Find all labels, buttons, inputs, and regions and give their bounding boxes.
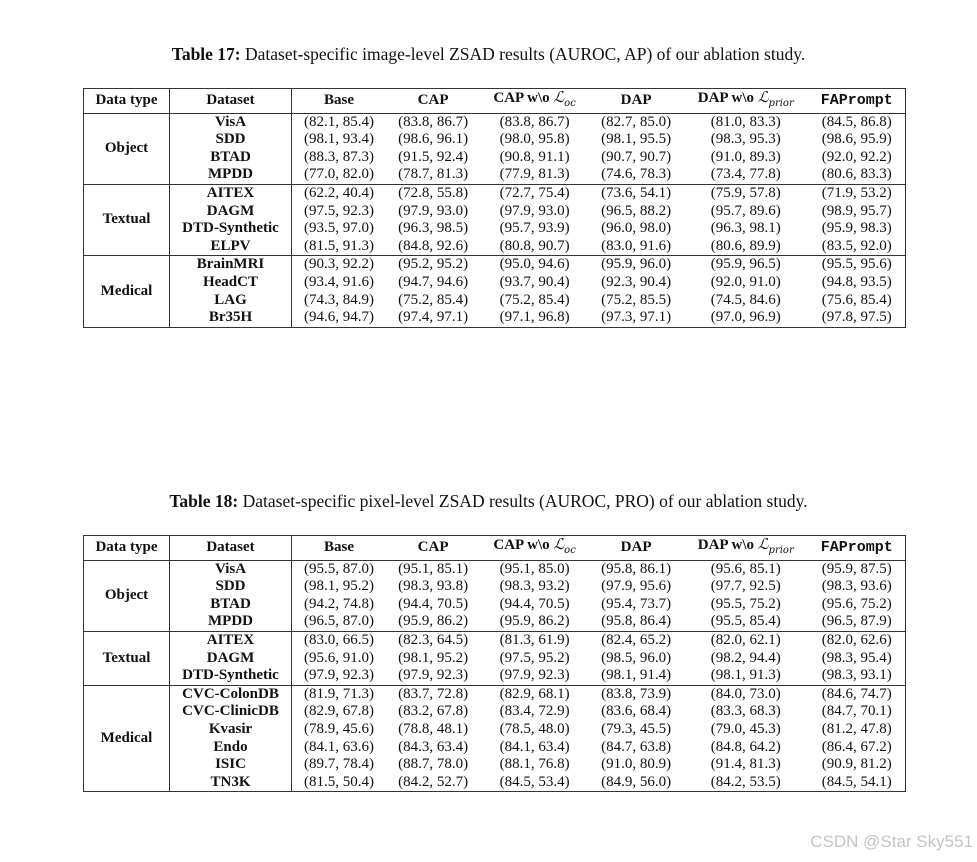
value-cell: (84.5, 53.4) — [499, 773, 570, 790]
table-row — [84, 631, 906, 649]
value-cell: (84.7, 63.8) — [601, 738, 672, 755]
value-cell: (88.7, 78.0) — [398, 756, 469, 773]
value-cell: (95.9, 98.3) — [821, 220, 892, 237]
header-faprompt: FAPrompt — [808, 89, 905, 114]
header-faprompt: FAPrompt — [808, 536, 905, 561]
dataset-cell: LAG — [170, 292, 292, 310]
value-cell: (84.0, 73.0) — [683, 685, 808, 703]
value-cell: (91.4, 81.3) — [710, 756, 781, 773]
data-type-cell: Object — [84, 560, 170, 631]
value-cell: (88.1, 76.8) — [499, 756, 570, 773]
math-l-symbol — [553, 88, 576, 109]
caption-text: Dataset-specific image-level ZSAD results (AUROC, AP) of our ablation study. — [245, 44, 806, 64]
value-cell: (96.5, 87.9) — [821, 613, 892, 630]
value-cell: (74.6, 78.3) — [601, 166, 672, 183]
math-l-symbol — [553, 535, 576, 556]
value-cell: (84.8, 64.2) — [710, 738, 781, 755]
header-text: DAP w\o — [697, 537, 758, 553]
value-cell: (95.1, 85.0) — [480, 560, 589, 578]
value-cell: (98.1, 95.2) — [398, 649, 469, 666]
value-cell: (89.7, 78.4) — [304, 756, 375, 773]
value-cell: (98.3, 95.4) — [821, 649, 892, 666]
value-cell: (86.4, 67.2) — [821, 738, 892, 755]
value-cell: (95.6, 85.1) — [683, 560, 808, 578]
value-cell: (97.1, 96.8) — [499, 309, 570, 326]
value-cell: (84.5, 54.1) — [821, 773, 892, 790]
dataset-cell: VisA — [170, 113, 292, 131]
value-cell: (84.8, 92.6) — [398, 237, 469, 254]
dataset-cell: BrainMRI — [170, 256, 292, 274]
math-subscript: prior — [768, 98, 794, 109]
math-symbol: ℒ — [757, 535, 769, 553]
watermark: CSDN @Star Sky551 — [810, 832, 973, 851]
value-cell: (83.6, 68.4) — [601, 703, 672, 720]
table-row — [84, 756, 906, 774]
table-row — [84, 220, 906, 238]
value-cell: (98.1, 93.4) — [304, 131, 375, 148]
data-type-cell: Textual — [84, 631, 170, 685]
value-cell: (73.4, 77.8) — [710, 166, 781, 183]
value-cell: (95.5, 75.2) — [710, 595, 781, 612]
value-cell: (82.9, 68.1) — [480, 685, 589, 703]
value-cell: (78.8, 48.1) — [398, 720, 469, 737]
value-cell: (98.3, 93.8) — [398, 578, 469, 595]
header-base: Base — [292, 89, 387, 114]
value-cell: (98.5, 96.0) — [601, 649, 672, 666]
math-subscript: oc — [564, 98, 576, 109]
math-symbol: ℒ — [757, 88, 769, 106]
value-cell: (97.9, 93.0) — [499, 202, 570, 219]
value-cell: (75.2, 85.4) — [398, 291, 469, 308]
value-cell: (97.7, 92.5) — [710, 578, 781, 595]
value-cell: (81.5, 91.3) — [304, 237, 375, 254]
value-cell: (84.3, 63.4) — [398, 738, 469, 755]
value-cell: (94.7, 94.6) — [398, 273, 469, 290]
dataset-cell: VisA — [170, 560, 292, 578]
value-cell: (84.6, 74.7) — [808, 685, 905, 703]
value-cell: (95.9, 96.0) — [589, 256, 683, 274]
value-cell: (82.0, 62.6) — [808, 631, 905, 649]
value-cell: (84.5, 86.8) — [808, 113, 905, 131]
value-cell: (94.2, 74.8) — [304, 595, 375, 612]
table-17 — [83, 88, 906, 328]
value-cell: (78.5, 48.0) — [499, 720, 570, 737]
value-cell: (95.5, 87.0) — [292, 560, 387, 578]
value-cell: (97.9, 92.3) — [398, 667, 469, 684]
table-18-caption — [0, 491, 977, 512]
value-cell: (82.9, 67.8) — [304, 703, 375, 720]
table-row — [84, 238, 906, 256]
table-row — [84, 667, 906, 685]
table-row — [84, 578, 906, 596]
value-cell: (95.6, 75.2) — [821, 595, 892, 612]
value-cell: (93.7, 90.4) — [499, 273, 570, 290]
value-cell: (84.1, 63.4) — [499, 738, 570, 755]
table-row — [84, 560, 906, 578]
dataset-cell: ELPV — [170, 238, 292, 256]
value-cell: (95.7, 89.6) — [710, 202, 781, 219]
table-row — [84, 650, 906, 668]
dataset-cell: DTD-Synthetic — [170, 667, 292, 685]
value-cell: (97.4, 97.1) — [398, 309, 469, 326]
header-cap-wo-loc — [480, 536, 589, 561]
table-row — [84, 721, 906, 739]
value-cell: (72.8, 55.8) — [386, 184, 480, 202]
table-row — [84, 113, 906, 131]
dataset-cell: BTAD — [170, 596, 292, 614]
value-cell: (98.3, 93.6) — [821, 578, 892, 595]
header-text: CAP w\o — [493, 90, 554, 106]
table-label: Table 18: — [169, 491, 239, 511]
value-cell: (84.9, 56.0) — [601, 773, 672, 790]
value-cell: (80.6, 89.9) — [710, 237, 781, 254]
value-cell: (83.7, 72.8) — [386, 685, 480, 703]
value-cell: (84.2, 52.7) — [398, 773, 469, 790]
dataset-cell: DTD-Synthetic — [170, 220, 292, 238]
math-subscript: prior — [768, 545, 794, 556]
dataset-cell: MPDD — [170, 613, 292, 631]
value-cell: (88.3, 87.3) — [304, 148, 375, 165]
table-row — [84, 166, 906, 184]
header-cap-wo-loc — [480, 89, 589, 114]
value-cell: (98.1, 95.5) — [601, 131, 672, 148]
value-cell: (91.0, 89.3) — [710, 148, 781, 165]
value-cell: (81.0, 83.3) — [683, 113, 808, 131]
table-row — [84, 309, 906, 327]
value-cell: (72.7, 75.4) — [480, 184, 589, 202]
value-cell: (82.4, 65.2) — [589, 631, 683, 649]
value-cell: (98.1, 91.4) — [601, 667, 672, 684]
value-cell: (81.5, 50.4) — [304, 773, 375, 790]
value-cell: (95.9, 86.2) — [398, 613, 469, 630]
value-cell: (97.9, 92.3) — [304, 667, 375, 684]
header-dap-wo-lprior — [683, 536, 808, 561]
value-cell: (75.2, 85.5) — [601, 291, 672, 308]
value-cell: (95.7, 93.9) — [499, 220, 570, 237]
value-cell: (75.2, 85.4) — [499, 291, 570, 308]
math-symbol: ℒ — [553, 88, 565, 106]
value-cell: (95.2, 95.2) — [386, 256, 480, 274]
value-cell: (96.3, 98.5) — [398, 220, 469, 237]
value-cell: (97.9, 95.6) — [601, 578, 672, 595]
math-l-symbol — [757, 88, 794, 109]
table-row — [84, 703, 906, 721]
table-label: Table 17: — [171, 44, 241, 64]
value-cell: (81.2, 47.8) — [821, 720, 892, 737]
table-row — [84, 613, 906, 631]
value-cell: (95.5, 95.6) — [808, 256, 905, 274]
value-cell: (92.3, 90.4) — [601, 273, 672, 290]
value-cell: (90.3, 92.2) — [292, 256, 387, 274]
dataset-cell: CVC-ColonDB — [170, 685, 292, 703]
value-cell: (73.6, 54.1) — [589, 184, 683, 202]
dataset-cell: SDD — [170, 131, 292, 149]
header-base: Base — [292, 536, 387, 561]
header-dataset: Dataset — [170, 536, 292, 561]
table-18 — [83, 535, 906, 792]
header-dap: DAP — [589, 536, 683, 561]
dataset-cell: SDD — [170, 578, 292, 596]
value-cell: (95.8, 86.1) — [589, 560, 683, 578]
value-cell: (92.0, 92.2) — [821, 148, 892, 165]
value-cell: (98.9, 95.7) — [821, 202, 892, 219]
table-row — [84, 131, 906, 149]
data-type-cell: Medical — [84, 256, 170, 327]
value-cell: (83.8, 86.7) — [480, 113, 589, 131]
value-cell: (83.2, 67.8) — [398, 703, 469, 720]
value-cell: (90.8, 91.1) — [499, 148, 570, 165]
dataset-cell: CVC-ClinicDB — [170, 703, 292, 721]
header-data-type: Data type — [84, 89, 170, 114]
value-cell: (83.5, 92.0) — [821, 237, 892, 254]
value-cell: (79.3, 45.5) — [601, 720, 672, 737]
value-cell: (98.3, 93.1) — [821, 667, 892, 684]
header-cap: CAP — [386, 89, 480, 114]
value-cell: (83.3, 68.3) — [710, 703, 781, 720]
value-cell: (93.5, 97.0) — [304, 220, 375, 237]
header-row — [84, 89, 906, 114]
table-row — [84, 256, 906, 274]
data-type-cell: Textual — [84, 184, 170, 255]
dataset-cell: MPDD — [170, 166, 292, 184]
value-cell: (96.0, 98.0) — [601, 220, 672, 237]
value-cell: (98.3, 93.2) — [499, 578, 570, 595]
value-cell: (98.6, 96.1) — [398, 131, 469, 148]
value-cell: (94.4, 70.5) — [499, 595, 570, 612]
header-cap: CAP — [386, 536, 480, 561]
table-row — [84, 596, 906, 614]
value-cell: (75.9, 57.8) — [683, 184, 808, 202]
value-cell: (95.9, 86.2) — [499, 613, 570, 630]
value-cell: (74.5, 84.6) — [710, 291, 781, 308]
value-cell: (82.1, 85.4) — [292, 113, 387, 131]
value-cell: (96.5, 88.2) — [601, 202, 672, 219]
table-17-caption — [0, 44, 977, 65]
dataset-cell: Endo — [170, 739, 292, 757]
value-cell: (77.0, 82.0) — [304, 166, 375, 183]
value-cell: (82.7, 85.0) — [589, 113, 683, 131]
value-cell: (83.0, 66.5) — [292, 631, 387, 649]
data-type-cell: Medical — [84, 685, 170, 792]
value-cell: (82.0, 62.1) — [683, 631, 808, 649]
value-cell: (74.3, 84.9) — [304, 291, 375, 308]
table-row — [84, 149, 906, 167]
value-cell: (96.3, 98.1) — [710, 220, 781, 237]
value-cell: (84.7, 70.1) — [821, 703, 892, 720]
dataset-cell: BTAD — [170, 149, 292, 167]
dataset-cell: HeadCT — [170, 274, 292, 292]
header-text: DAP w\o — [697, 90, 758, 106]
value-cell: (91.0, 80.9) — [601, 756, 672, 773]
value-cell: (98.2, 94.4) — [710, 649, 781, 666]
data-type-cell: Object — [84, 113, 170, 184]
table-row — [84, 739, 906, 757]
header-dap-wo-lprior — [683, 89, 808, 114]
value-cell: (93.4, 91.6) — [304, 273, 375, 290]
value-cell: (77.9, 81.3) — [499, 166, 570, 183]
value-cell: (81.3, 61.9) — [480, 631, 589, 649]
header-row — [84, 536, 906, 561]
value-cell: (90.9, 81.2) — [821, 756, 892, 773]
value-cell: (90.7, 90.7) — [601, 148, 672, 165]
value-cell: (98.3, 95.3) — [710, 131, 781, 148]
value-cell: (75.6, 85.4) — [821, 291, 892, 308]
value-cell: (79.0, 45.3) — [710, 720, 781, 737]
value-cell: (95.5, 85.4) — [710, 613, 781, 630]
header-dataset: Dataset — [170, 89, 292, 114]
value-cell: (98.1, 95.2) — [304, 578, 375, 595]
value-cell: (97.5, 95.2) — [499, 649, 570, 666]
math-symbol: ℒ — [553, 535, 565, 553]
dataset-cell: Br35H — [170, 309, 292, 327]
value-cell: (92.0, 91.0) — [710, 273, 781, 290]
value-cell: (96.5, 87.0) — [304, 613, 375, 630]
value-cell: (62.2, 40.4) — [292, 184, 387, 202]
dataset-cell: DAGM — [170, 650, 292, 668]
table-row — [84, 774, 906, 792]
caption-text: Dataset-specific pixel-level ZSAD results (AUROC, PRO) of our ablation study. — [242, 491, 808, 511]
value-cell: (97.9, 93.0) — [398, 202, 469, 219]
value-cell: (95.9, 96.5) — [683, 256, 808, 274]
table-row — [84, 274, 906, 292]
dataset-cell: ISIC — [170, 756, 292, 774]
value-cell: (82.3, 64.5) — [386, 631, 480, 649]
value-cell: (83.0, 91.6) — [601, 237, 672, 254]
value-cell: (83.4, 72.9) — [499, 703, 570, 720]
dataset-cell: Kvasir — [170, 721, 292, 739]
dataset-cell: TN3K — [170, 774, 292, 792]
value-cell: (95.4, 73.7) — [601, 595, 672, 612]
value-cell: (98.6, 95.9) — [821, 131, 892, 148]
header-data-type: Data type — [84, 536, 170, 561]
value-cell: (78.7, 81.3) — [398, 166, 469, 183]
dataset-cell: DAGM — [170, 203, 292, 221]
value-cell: (95.1, 85.1) — [386, 560, 480, 578]
math-subscript: oc — [564, 545, 576, 556]
value-cell: (83.8, 86.7) — [386, 113, 480, 131]
value-cell: (95.0, 94.6) — [480, 256, 589, 274]
dataset-cell: AITEX — [170, 631, 292, 649]
value-cell: (78.9, 45.6) — [304, 720, 375, 737]
table-row — [84, 203, 906, 221]
value-cell: (97.5, 92.3) — [304, 202, 375, 219]
value-cell: (80.8, 90.7) — [499, 237, 570, 254]
value-cell: (84.2, 53.5) — [710, 773, 781, 790]
table-row — [84, 685, 906, 703]
value-cell: (94.6, 94.7) — [304, 309, 375, 326]
value-cell: (95.9, 87.5) — [808, 560, 905, 578]
value-cell: (98.0, 95.8) — [499, 131, 570, 148]
value-cell: (80.6, 83.3) — [821, 166, 892, 183]
value-cell: (94.4, 70.5) — [398, 595, 469, 612]
value-cell: (97.3, 97.1) — [601, 309, 672, 326]
value-cell: (97.8, 97.5) — [821, 309, 892, 326]
value-cell: (81.9, 71.3) — [292, 685, 387, 703]
value-cell: (95.8, 86.4) — [601, 613, 672, 630]
value-cell: (91.5, 92.4) — [398, 148, 469, 165]
table-row — [84, 184, 906, 202]
math-l-symbol — [757, 535, 794, 556]
value-cell: (71.9, 53.2) — [808, 184, 905, 202]
value-cell: (84.1, 63.6) — [304, 738, 375, 755]
value-cell: (95.6, 91.0) — [304, 649, 375, 666]
value-cell: (97.9, 92.3) — [499, 667, 570, 684]
dataset-cell: AITEX — [170, 184, 292, 202]
table-row — [84, 292, 906, 310]
value-cell: (97.0, 96.9) — [710, 309, 781, 326]
value-cell: (94.8, 93.5) — [821, 273, 892, 290]
value-cell: (98.1, 91.3) — [710, 667, 781, 684]
header-dap: DAP — [589, 89, 683, 114]
value-cell: (83.8, 73.9) — [589, 685, 683, 703]
header-text: CAP w\o — [493, 537, 554, 553]
